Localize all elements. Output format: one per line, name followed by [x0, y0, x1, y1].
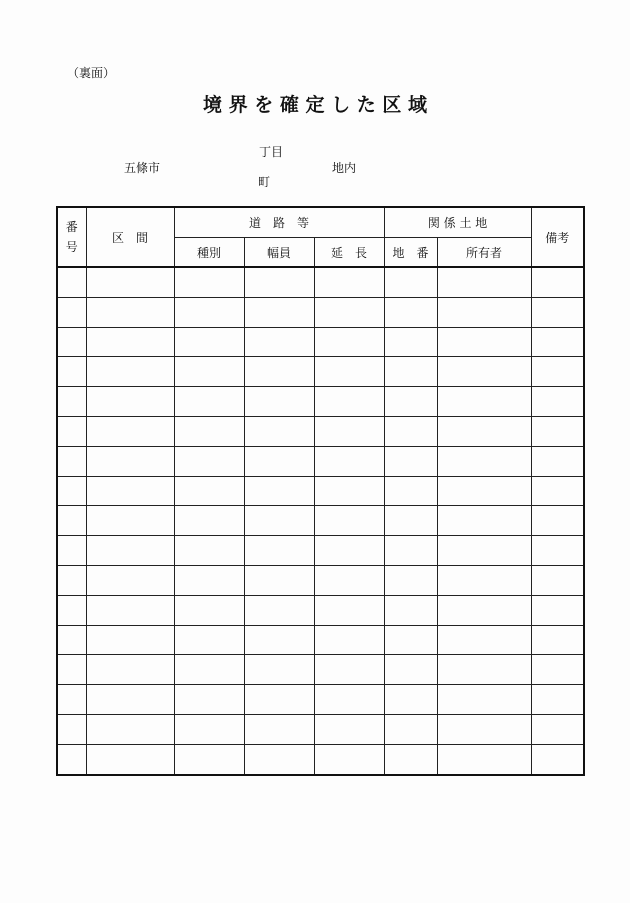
- cell-width[interactable]: [244, 685, 314, 715]
- cell-type[interactable]: [174, 387, 244, 417]
- cell-lot[interactable]: [384, 565, 437, 595]
- cell-type[interactable]: [174, 655, 244, 685]
- cell-section[interactable]: [86, 387, 174, 417]
- table-body: [57, 267, 584, 775]
- cell-type[interactable]: [174, 714, 244, 744]
- cell-owner[interactable]: [437, 625, 531, 655]
- cell-width[interactable]: [244, 476, 314, 506]
- cell-number[interactable]: [57, 536, 86, 566]
- cell-length[interactable]: [314, 267, 384, 297]
- cell-number[interactable]: [57, 267, 86, 297]
- table-row: [57, 536, 584, 566]
- cell-length[interactable]: [314, 655, 384, 685]
- cell-width[interactable]: [244, 506, 314, 536]
- cell-section[interactable]: [86, 476, 174, 506]
- cell-length[interactable]: [314, 297, 384, 327]
- cell-section[interactable]: [86, 506, 174, 536]
- cell-section[interactable]: [86, 625, 174, 655]
- cell-owner[interactable]: [437, 446, 531, 476]
- cell-number[interactable]: [57, 297, 86, 327]
- cell-section[interactable]: [86, 327, 174, 357]
- cell-number[interactable]: [57, 357, 86, 387]
- cell-number[interactable]: [57, 625, 86, 655]
- cell-remarks[interactable]: [531, 476, 584, 506]
- cell-width[interactable]: [244, 267, 314, 297]
- table-row: [57, 267, 584, 297]
- cell-number[interactable]: [57, 565, 86, 595]
- cell-length[interactable]: [314, 565, 384, 595]
- cell-remarks[interactable]: [531, 416, 584, 446]
- cell-remarks[interactable]: [531, 625, 584, 655]
- cell-lot[interactable]: [384, 744, 437, 774]
- cell-owner[interactable]: [437, 387, 531, 417]
- header-number-bottom: 号: [65, 240, 78, 254]
- table-row: [57, 744, 584, 774]
- cell-owner[interactable]: [437, 357, 531, 387]
- cell-width[interactable]: [244, 536, 314, 566]
- table-row: [57, 714, 584, 744]
- cell-width[interactable]: [244, 387, 314, 417]
- cell-owner[interactable]: [437, 714, 531, 744]
- cell-width[interactable]: [244, 565, 314, 595]
- cell-length[interactable]: [314, 595, 384, 625]
- cell-length[interactable]: [314, 446, 384, 476]
- cell-owner[interactable]: [437, 595, 531, 625]
- table-row: [57, 446, 584, 476]
- cell-section[interactable]: [86, 416, 174, 446]
- cell-number[interactable]: [57, 476, 86, 506]
- cell-remarks[interactable]: [531, 744, 584, 774]
- cell-number[interactable]: [57, 446, 86, 476]
- cell-type[interactable]: [174, 357, 244, 387]
- cell-length[interactable]: [314, 744, 384, 774]
- cell-owner[interactable]: [437, 297, 531, 327]
- table-row: [57, 595, 584, 625]
- cell-owner[interactable]: [437, 565, 531, 595]
- header-number: [57, 207, 86, 267]
- cell-section[interactable]: [86, 595, 174, 625]
- cell-lot[interactable]: [384, 506, 437, 536]
- cell-type[interactable]: [174, 267, 244, 297]
- header-land-group: 関 係 土 地: [384, 207, 531, 238]
- header-type: 種別: [174, 238, 244, 268]
- boundary-table: [56, 206, 585, 776]
- table-row: [57, 297, 584, 327]
- cell-lot[interactable]: [384, 536, 437, 566]
- cell-section[interactable]: [86, 714, 174, 744]
- page-side-note: （裏面）: [67, 66, 116, 80]
- cell-type[interactable]: [174, 625, 244, 655]
- cell-remarks[interactable]: [531, 267, 584, 297]
- header-lot: 地 番: [384, 238, 437, 268]
- cell-owner[interactable]: [437, 327, 531, 357]
- cell-remarks[interactable]: [531, 714, 584, 744]
- cell-length[interactable]: [314, 536, 384, 566]
- cell-owner[interactable]: [437, 744, 531, 774]
- cell-remarks[interactable]: [531, 536, 584, 566]
- cell-lot[interactable]: [384, 387, 437, 417]
- header-length: 延 長: [314, 238, 384, 268]
- cell-section[interactable]: [86, 446, 174, 476]
- cell-remarks[interactable]: [531, 685, 584, 715]
- city-label: 五條市: [124, 161, 161, 175]
- cell-lot[interactable]: [384, 357, 437, 387]
- table-row: [57, 506, 584, 536]
- cell-length[interactable]: [314, 714, 384, 744]
- table-row: [57, 416, 584, 446]
- cell-lot[interactable]: [384, 446, 437, 476]
- area-label: 地内: [332, 161, 357, 175]
- table-row: [57, 357, 584, 387]
- cell-lot[interactable]: [384, 267, 437, 297]
- table-row: [57, 476, 584, 506]
- cell-remarks[interactable]: [531, 446, 584, 476]
- header-remarks: 備考: [531, 207, 584, 267]
- cell-length[interactable]: [314, 685, 384, 715]
- cell-width[interactable]: [244, 357, 314, 387]
- cell-remarks[interactable]: [531, 297, 584, 327]
- cell-type[interactable]: [174, 416, 244, 446]
- cell-width[interactable]: [244, 595, 314, 625]
- cell-lot[interactable]: [384, 625, 437, 655]
- cell-length[interactable]: [314, 625, 384, 655]
- cell-type[interactable]: [174, 327, 244, 357]
- cell-owner[interactable]: [437, 655, 531, 685]
- cell-number[interactable]: [57, 327, 86, 357]
- cell-section[interactable]: [86, 297, 174, 327]
- cell-owner[interactable]: [437, 267, 531, 297]
- cell-number[interactable]: [57, 714, 86, 744]
- cell-type[interactable]: [174, 476, 244, 506]
- cell-width[interactable]: [244, 416, 314, 446]
- cell-remarks[interactable]: [531, 565, 584, 595]
- cell-number[interactable]: [57, 416, 86, 446]
- cell-lot[interactable]: [384, 297, 437, 327]
- header-road-group: 道 路 等: [174, 207, 384, 238]
- cell-type[interactable]: [174, 595, 244, 625]
- cell-length[interactable]: [314, 357, 384, 387]
- chome-label: 丁目: [259, 145, 284, 159]
- cell-number[interactable]: [57, 744, 86, 774]
- cell-section[interactable]: [86, 685, 174, 715]
- cell-owner[interactable]: [437, 506, 531, 536]
- cell-length[interactable]: [314, 506, 384, 536]
- cell-width[interactable]: [244, 714, 314, 744]
- cell-lot[interactable]: [384, 714, 437, 744]
- cell-section[interactable]: [86, 744, 174, 774]
- cell-lot[interactable]: [384, 685, 437, 715]
- cell-type[interactable]: [174, 446, 244, 476]
- cell-remarks[interactable]: [531, 595, 584, 625]
- cell-number[interactable]: [57, 506, 86, 536]
- cell-section[interactable]: [86, 267, 174, 297]
- table-row: [57, 565, 584, 595]
- cell-width[interactable]: [244, 297, 314, 327]
- cell-number[interactable]: [57, 655, 86, 685]
- cell-section[interactable]: [86, 565, 174, 595]
- cell-length[interactable]: [314, 327, 384, 357]
- cell-length[interactable]: [314, 387, 384, 417]
- cell-number[interactable]: [57, 387, 86, 417]
- cell-width[interactable]: [244, 446, 314, 476]
- cell-section[interactable]: [86, 357, 174, 387]
- cell-lot[interactable]: [384, 327, 437, 357]
- cell-remarks[interactable]: [531, 506, 584, 536]
- cell-remarks[interactable]: [531, 655, 584, 685]
- cell-remarks[interactable]: [531, 387, 584, 417]
- table-row: [57, 655, 584, 685]
- machi-label: 町: [258, 175, 271, 189]
- cell-lot[interactable]: [384, 416, 437, 446]
- cell-length[interactable]: [314, 476, 384, 506]
- cell-lot[interactable]: [384, 595, 437, 625]
- header-owner: 所有者: [437, 238, 531, 268]
- cell-owner[interactable]: [437, 685, 531, 715]
- table-row: [57, 327, 584, 357]
- cell-lot[interactable]: [384, 476, 437, 506]
- cell-type[interactable]: [174, 297, 244, 327]
- cell-length[interactable]: [314, 416, 384, 446]
- cell-width[interactable]: [244, 625, 314, 655]
- cell-type[interactable]: [174, 685, 244, 715]
- cell-section[interactable]: [86, 655, 174, 685]
- page-title: 境 界 を 確 定 し た 区 域: [203, 94, 427, 116]
- cell-width[interactable]: [244, 327, 314, 357]
- table-row: [57, 625, 584, 655]
- cell-width[interactable]: [244, 655, 314, 685]
- cell-section[interactable]: [86, 536, 174, 566]
- header-width: 幅員: [244, 238, 314, 268]
- cell-type[interactable]: [174, 565, 244, 595]
- cell-owner[interactable]: [437, 416, 531, 446]
- header-section: 区 間: [86, 207, 174, 267]
- cell-remarks[interactable]: [531, 327, 584, 357]
- cell-type[interactable]: [174, 536, 244, 566]
- cell-remarks[interactable]: [531, 357, 584, 387]
- cell-owner[interactable]: [437, 536, 531, 566]
- cell-number[interactable]: [57, 595, 86, 625]
- cell-width[interactable]: [244, 744, 314, 774]
- cell-number[interactable]: [57, 685, 86, 715]
- table-row: [57, 387, 584, 417]
- cell-type[interactable]: [174, 506, 244, 536]
- table-row: [57, 685, 584, 715]
- cell-type[interactable]: [174, 744, 244, 774]
- cell-lot[interactable]: [384, 655, 437, 685]
- cell-owner[interactable]: [437, 476, 531, 506]
- header-number-top: 番: [65, 220, 78, 234]
